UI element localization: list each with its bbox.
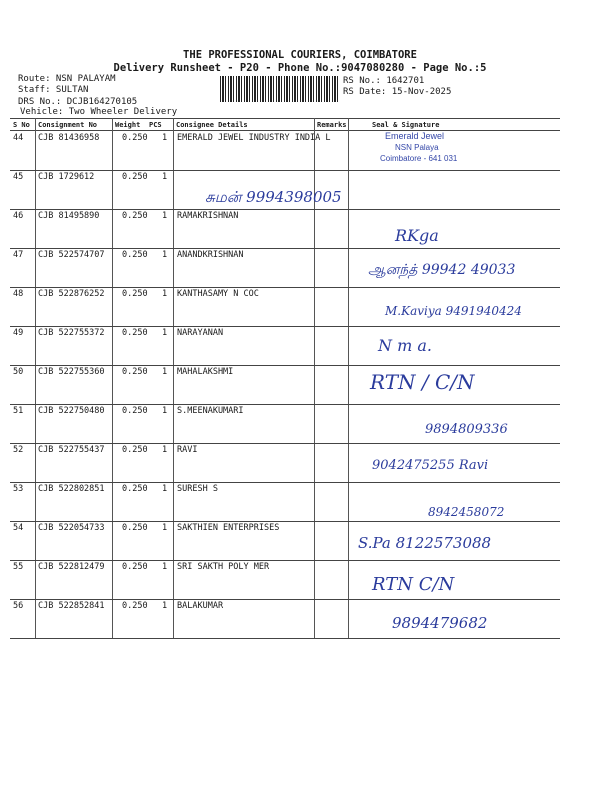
row-weight: 0.250	[122, 406, 148, 416]
row-pcs: 1	[162, 367, 168, 377]
row-consignment-no: CJB 81495890	[38, 211, 100, 221]
table-row	[10, 209, 560, 248]
drs-number: DRS No.: DCJB164270105	[18, 97, 138, 107]
company-seal-stamp: Emerald Jewel NSN Palaya Coimbatore - 641 031	[380, 131, 458, 163]
handwritten-phone: 9894809336	[425, 422, 508, 437]
row-sno: 51	[13, 406, 24, 416]
row-consignment-no: CJB 522574707	[38, 250, 105, 260]
row-consignment-no: CJB 522755372	[38, 328, 105, 338]
row-consignee: NARAYANAN	[177, 328, 224, 338]
rs-date: RS Date: 15-Nov-2025	[343, 87, 452, 97]
row-consignment-no: CJB 1729612	[38, 172, 95, 182]
row-divider	[10, 404, 560, 405]
row-consignment-no: CJB 522802851	[38, 484, 105, 494]
handwritten-tamil-name: சுமன் 9994398005	[205, 188, 342, 206]
row-consignment-no: CJB 522750480	[38, 406, 105, 416]
row-weight: 0.250	[122, 445, 148, 455]
row-sno: 48	[13, 289, 24, 299]
handwritten-signature: N m a.	[378, 336, 432, 355]
handwritten-remark: RTN / C/N	[370, 370, 475, 394]
row-divider	[10, 365, 560, 366]
row-divider	[10, 599, 560, 600]
row-weight: 0.250	[122, 211, 148, 221]
row-pcs: 1	[162, 523, 168, 533]
row-pcs: 1	[162, 328, 168, 338]
row-consignee: ANANDKRISHNAN	[177, 250, 244, 260]
table-row	[10, 560, 560, 599]
staff-label: Staff: SULTAN	[18, 85, 89, 95]
row-divider	[10, 443, 560, 444]
rs-number: RS No.: 1642701	[343, 76, 425, 86]
row-weight: 0.250	[122, 172, 148, 182]
col-header-remarks: Remarks	[317, 121, 347, 129]
row-weight: 0.250	[122, 601, 148, 611]
row-sno: 44	[13, 133, 24, 143]
handwritten-phone: 9894479682	[392, 614, 488, 632]
row-pcs: 1	[162, 406, 168, 416]
row-consignment-no: CJB 522812479	[38, 562, 105, 572]
row-sno: 53	[13, 484, 24, 494]
row-divider	[10, 287, 560, 288]
row-consignee: RAMAKRISHNAN	[177, 211, 239, 221]
row-consignee: KANTHASAMY N COC	[177, 289, 259, 299]
col-header-pcs: PCS	[149, 121, 162, 129]
row-consignee: BALAKUMAR	[177, 601, 224, 611]
row-weight: 0.250	[122, 133, 148, 143]
table-row	[10, 326, 560, 365]
handwritten-phone: 8942458072	[428, 505, 505, 519]
row-pcs: 1	[162, 250, 168, 260]
row-consignee: S.MEENAKUMARI	[177, 406, 244, 416]
col-header-sno: S No	[13, 121, 30, 129]
row-consignee: RAVI	[177, 445, 198, 455]
handwritten-signature: ஆனந்த் 99942 49033	[368, 262, 516, 278]
row-sno: 46	[13, 211, 24, 221]
row-divider	[10, 521, 560, 522]
row-pcs: 1	[162, 289, 168, 299]
row-pcs: 1	[162, 172, 168, 182]
row-sno: 45	[13, 172, 24, 182]
row-sno: 50	[13, 367, 24, 377]
row-divider	[10, 248, 560, 249]
row-consignee: EMERALD JEWEL INDUSTRY INDIA L	[177, 133, 331, 143]
row-divider	[10, 326, 560, 327]
table-bottom-rule	[10, 638, 560, 639]
row-consignee: SURESH S	[177, 484, 218, 494]
row-pcs: 1	[162, 562, 168, 572]
row-sno: 56	[13, 601, 24, 611]
row-consignee: SAKTHIEN ENTERPRISES	[177, 523, 280, 533]
row-weight: 0.250	[122, 484, 148, 494]
company-title: THE PROFESSIONAL COURIERS, COIMBATORE	[183, 49, 417, 61]
row-consignee: SRI SAKTH POLY MER	[177, 562, 270, 572]
table-row	[10, 365, 560, 404]
handwritten-phone: S.Pa 8122573088	[358, 534, 492, 552]
row-weight: 0.250	[122, 523, 148, 533]
row-consignee: MAHALAKSHMI	[177, 367, 234, 377]
table-top-rule	[10, 118, 560, 119]
row-consignment-no: CJB 522876252	[38, 289, 105, 299]
row-weight: 0.250	[122, 562, 148, 572]
handwritten-signature: M.Kaviya 9491940424	[385, 304, 522, 318]
row-divider	[10, 170, 560, 171]
handwritten-remark: RTN C/N	[372, 574, 455, 595]
col-header-consignee: Consignee Details	[176, 121, 248, 129]
row-divider	[10, 482, 560, 483]
row-sno: 55	[13, 562, 24, 572]
row-consignment-no: CJB 522755360	[38, 367, 105, 377]
row-pcs: 1	[162, 484, 168, 494]
handwritten-phone: 9042475255 Ravi	[372, 458, 489, 473]
row-sno: 52	[13, 445, 24, 455]
col-header-signature: Seal & Signature	[372, 121, 440, 129]
row-sno: 49	[13, 328, 24, 338]
table-row	[10, 131, 560, 170]
row-sno: 47	[13, 250, 24, 260]
row-sno: 54	[13, 523, 24, 533]
runsheet-subtitle: Delivery Runsheet - P20 - Phone No.:9047080280 - Page No.:5	[113, 62, 487, 74]
row-pcs: 1	[162, 601, 168, 611]
row-pcs: 1	[162, 133, 168, 143]
col-header-weight: Weight	[115, 121, 141, 129]
row-weight: 0.250	[122, 367, 148, 377]
row-consignment-no: CJB 522755437	[38, 445, 105, 455]
vehicle-label: Vehicle: Two Wheeler Delivery	[20, 107, 178, 117]
row-divider	[10, 560, 560, 561]
row-pcs: 1	[162, 445, 168, 455]
row-weight: 0.250	[122, 250, 148, 260]
row-pcs: 1	[162, 211, 168, 221]
col-header-consignment: Consignment No	[38, 121, 98, 129]
barcode-image	[220, 76, 338, 102]
row-weight: 0.250	[122, 328, 148, 338]
row-weight: 0.250	[122, 289, 148, 299]
row-consignment-no: CJB 522852841	[38, 601, 105, 611]
row-consignment-no: CJB 81436958	[38, 133, 100, 143]
row-divider	[10, 209, 560, 210]
row-consignment-no: CJB 522054733	[38, 523, 105, 533]
route-label: Route: NSN PALAYAM	[18, 74, 116, 84]
handwritten-signature: RKga	[395, 226, 439, 245]
